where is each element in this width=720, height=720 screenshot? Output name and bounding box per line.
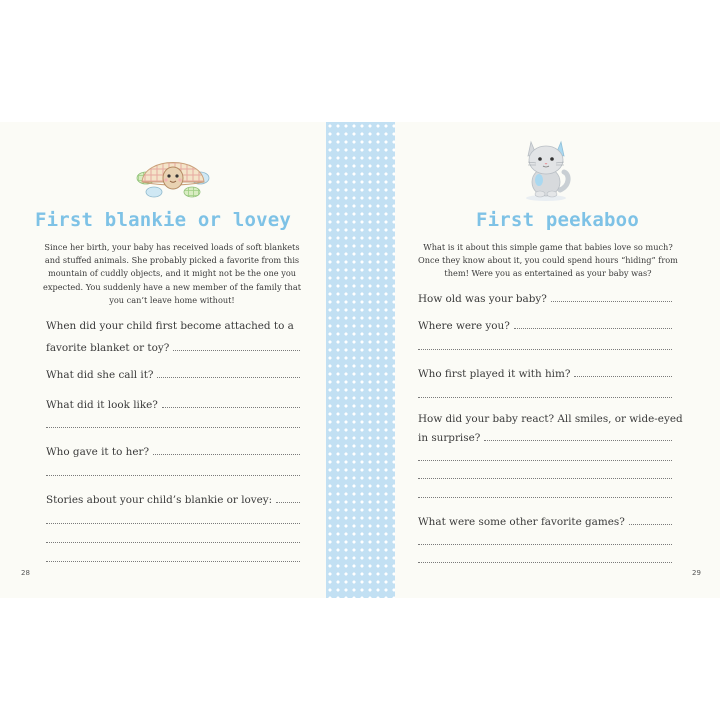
left-page <box>0 122 326 598</box>
answer-line[interactable] <box>153 454 300 455</box>
answer-line[interactable] <box>46 542 300 543</box>
question-text: How did your baby react? All smiles, or wide-eyed <box>418 413 683 425</box>
question-reaction-line2 <box>418 432 672 444</box>
page-title: First peekaboo <box>476 209 639 231</box>
answer-line[interactable] <box>418 478 672 479</box>
answer-line[interactable] <box>418 460 672 461</box>
answer-line[interactable] <box>418 562 672 563</box>
question-age <box>418 293 672 305</box>
answer-line[interactable] <box>484 440 672 441</box>
question-text: favorite blanket or toy? <box>46 342 170 354</box>
answer-line[interactable] <box>514 328 672 329</box>
answer-line[interactable] <box>46 427 300 428</box>
question-attachment-line1 <box>46 320 300 332</box>
intro-text: Since her birth, your baby has received loads of soft blankets and stuffed animals. She probably picked a favorite from this mountain of cuddly objects, and it might not be the one you expected. You suddenly have a new member of the family that you can’t leave home without! <box>43 242 302 305</box>
kitten-icon <box>520 134 572 202</box>
answer-line[interactable] <box>629 524 672 525</box>
polka-dot-spine <box>326 122 395 598</box>
page-number: 28 <box>21 569 30 577</box>
question-reaction-line1 <box>418 413 683 425</box>
answer-line[interactable] <box>46 475 300 476</box>
answer-line[interactable] <box>276 502 300 503</box>
turtle-icon <box>136 148 210 200</box>
question-text: When did your child first become attached to a <box>46 320 294 332</box>
question-text: What did she call it? <box>46 369 154 381</box>
question-text: Who first played it with him? <box>418 368 571 380</box>
question-location <box>418 320 672 332</box>
answer-line[interactable] <box>162 407 300 408</box>
answer-line[interactable] <box>551 301 672 302</box>
question-text: Who gave it to her? <box>46 446 150 458</box>
answer-line[interactable] <box>157 377 300 378</box>
question-text: What did it look like? <box>46 399 158 411</box>
page-number: 29 <box>692 569 701 577</box>
question-giver <box>46 446 300 458</box>
answer-line[interactable] <box>46 523 300 524</box>
question-name <box>46 369 300 381</box>
answer-line[interactable] <box>418 544 672 545</box>
question-stories <box>46 494 300 506</box>
answer-line[interactable] <box>46 561 300 562</box>
question-other-games <box>418 516 672 528</box>
question-text: What were some other favorite games? <box>418 516 625 528</box>
page-title: First blankie or lovey <box>34 209 292 231</box>
question-text: in surprise? <box>418 432 481 444</box>
question-attachment-line2 <box>46 342 300 354</box>
question-text: Where were you? <box>418 320 510 332</box>
answer-line[interactable] <box>418 497 672 498</box>
book-spread <box>0 122 720 598</box>
intro-text: What is it about this simple game that babies love so much? Once they know about it, you could spend hours “hiding” from them! Were you as entertained as your baby was? <box>418 242 678 279</box>
right-page <box>395 122 720 598</box>
question-text: How old was your baby? <box>418 293 547 305</box>
question-who-played <box>418 368 672 380</box>
answer-line[interactable] <box>418 349 672 350</box>
question-appearance <box>46 399 300 411</box>
answer-line[interactable] <box>173 350 300 351</box>
answer-line[interactable] <box>418 397 672 398</box>
answer-line[interactable] <box>574 376 672 377</box>
question-text: Stories about your child’s blankie or lovey: <box>46 494 273 506</box>
